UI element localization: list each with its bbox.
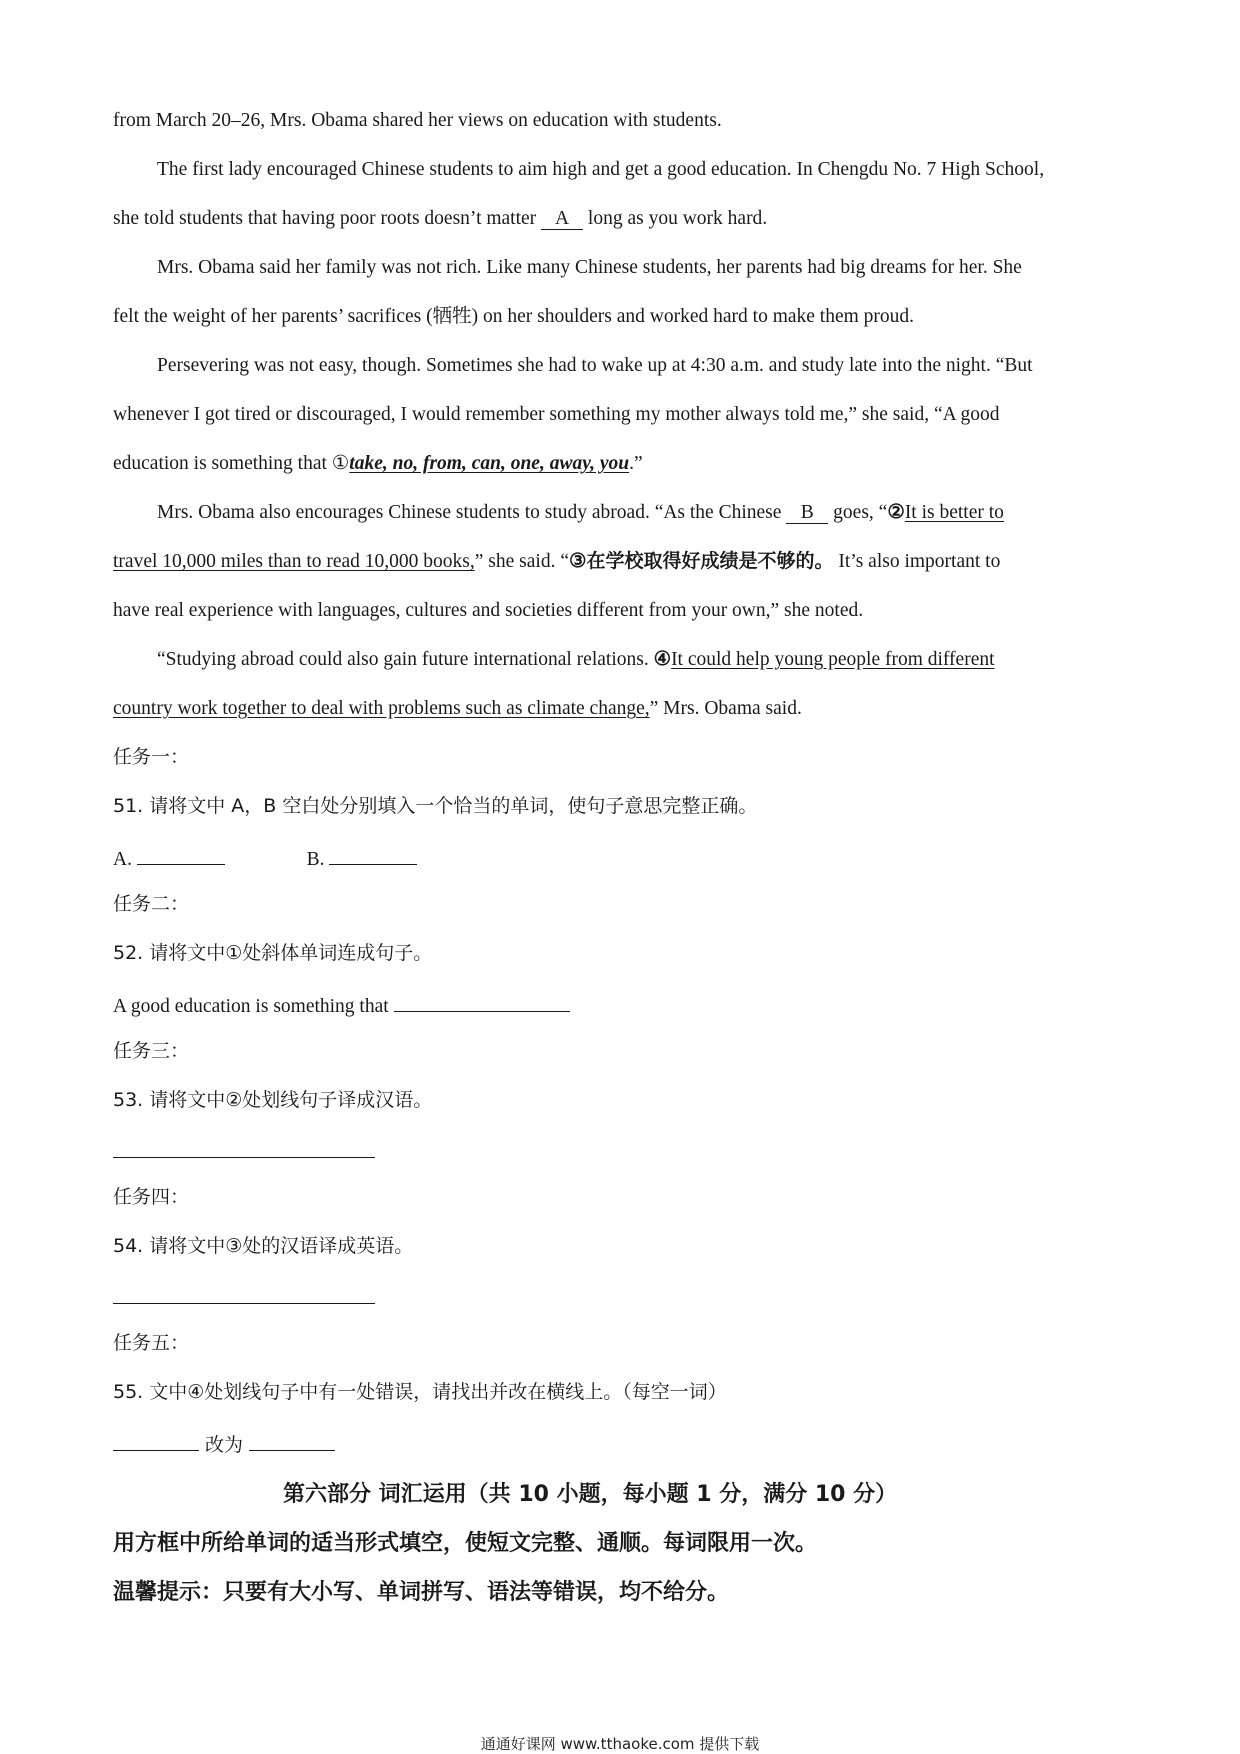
passage-text: It’s also important to — [838, 551, 1001, 572]
passage-text: Mrs. Obama said her family was not rich. Like many Chinese students, her parents had big dreams for her. She — [157, 257, 1022, 278]
answer-label-a: A. — [113, 849, 132, 870]
answer-row-51 — [113, 846, 417, 870]
task-3-label: 任务三： — [113, 1040, 190, 1062]
question-53: 53. 请将文中②处划线句子译成汉语。 — [113, 1089, 433, 1111]
passage-text: she told students that having poor roots doesn’t matter — [113, 208, 537, 229]
passage-text: .” — [629, 453, 643, 474]
answer-blank-53[interactable] — [113, 1157, 375, 1158]
passage-line — [113, 699, 802, 719]
passage-text: have real experience with languages, cultures and societies different from your own,” she noted. — [113, 600, 864, 621]
answer-blank-a[interactable] — [137, 846, 225, 865]
blank-a: A — [541, 209, 583, 230]
blank-b: B — [786, 503, 828, 524]
task-5-label: 任务五： — [113, 1332, 190, 1354]
passage-text: The first lady encouraged Chinese students to aim high and get a good education. In Chengdu No. 7 High School, — [157, 159, 1045, 180]
passage-text: ” she said. “ — [474, 551, 569, 572]
passage-text: from March 20–26, Mrs. Obama shared her views on education with students. — [113, 110, 722, 131]
passage-text: long as you work hard. — [587, 208, 768, 229]
passage-line — [157, 650, 995, 670]
passage-text: felt the weight of her parents’ sacrifices (牺牲) on her shoulders and worked hard to make them proud. — [113, 306, 915, 327]
answer-label-b: B. — [306, 849, 325, 870]
section-6-title: 第六部分 词汇运用（共 10 小题，每小题 1 分，满分 10 分） — [283, 1482, 898, 1507]
italic-words: take, no, from, can, one, away, you — [349, 453, 630, 474]
question-51: 51. 请将文中 A，B 空白处分别填入一个恰当的单词，使句子意思完整正确。 — [113, 795, 758, 817]
circled-mark-3: ③ — [569, 551, 587, 572]
change-to-label: 改为 — [205, 1434, 244, 1456]
passage-text: Mrs. Obama also encourages Chinese students to study abroad. “As the Chinese — [157, 502, 782, 523]
passage-text: education is something that — [113, 453, 332, 474]
answer-row-52 — [113, 993, 570, 1017]
passage-line — [157, 356, 1033, 376]
underlined-sentence-2: It is better to — [904, 502, 1004, 523]
answer-blank-b[interactable] — [329, 846, 417, 865]
answer-blank-55-wrong[interactable] — [113, 1432, 199, 1451]
task-1-label: 任务一： — [113, 746, 190, 768]
answer-blank-52[interactable] — [394, 993, 570, 1012]
question-52: 52. 请将文中①处斜体单词连成句子。 — [113, 942, 433, 964]
underlined-sentence-2: travel 10,000 miles than to read 10,000 books, — [113, 551, 475, 572]
underlined-sentence-4: It could help young people from different — [671, 649, 995, 670]
circled-mark-2: ② — [887, 502, 905, 523]
passage-text: “Studying abroad could also gain future international relations. — [157, 649, 654, 670]
answer-blank-54[interactable] — [113, 1303, 375, 1304]
passage-line — [113, 209, 767, 230]
passage-line — [113, 111, 722, 131]
question-54: 54. 请将文中③处的汉语译成英语。 — [113, 1235, 414, 1257]
answer-prompt-52: A good education is something that — [113, 996, 389, 1017]
answer-row-55 — [113, 1432, 335, 1455]
page-footer: 通通好课网 www.tthaoke.com 提供下载 — [480, 1735, 760, 1753]
passage-line — [157, 258, 1022, 278]
answer-blank-55-correct[interactable] — [249, 1432, 335, 1451]
passage-line — [157, 160, 1044, 180]
section-6-instruction: 用方框中所给单词的适当形式填空，使短文完整、通顺。每词限用一次。 — [113, 1531, 818, 1556]
question-55: 55. 文中④处划线句子中有一处错误，请找出并改在横线上。（每空一词） — [113, 1381, 727, 1403]
passage-text: ” Mrs. Obama said. — [649, 698, 802, 719]
passage-text: whenever I got tired or discouraged, I would remember something my mother always told me,” she said, “A good — [113, 404, 1000, 425]
section-6-tip: 温馨提示：只要有大小写、单词拼写、语法等错误，均不给分。 — [113, 1580, 730, 1605]
passage-text: Persevering was not easy, though. Sometimes she had to wake up at 4:30 a.m. and study late into the night. “But — [157, 355, 1033, 376]
task-4-label: 任务四： — [113, 1186, 190, 1208]
underlined-sentence-4: country work together to deal with problems such as climate change, — [113, 698, 650, 719]
passage-line — [157, 503, 1004, 524]
task-2-label: 任务二： — [113, 893, 190, 915]
circled-mark-1: ① — [331, 453, 350, 474]
passage-line — [113, 405, 999, 425]
passage-line — [113, 307, 914, 327]
passage-text: goes, “ — [833, 502, 888, 523]
passage-line — [113, 601, 863, 621]
passage-line — [113, 552, 1000, 572]
circled-mark-4: ④ — [653, 649, 672, 670]
passage-line — [113, 454, 643, 474]
chinese-sentence-3: 在学校取得好成绩是不够的。 — [586, 550, 834, 572]
